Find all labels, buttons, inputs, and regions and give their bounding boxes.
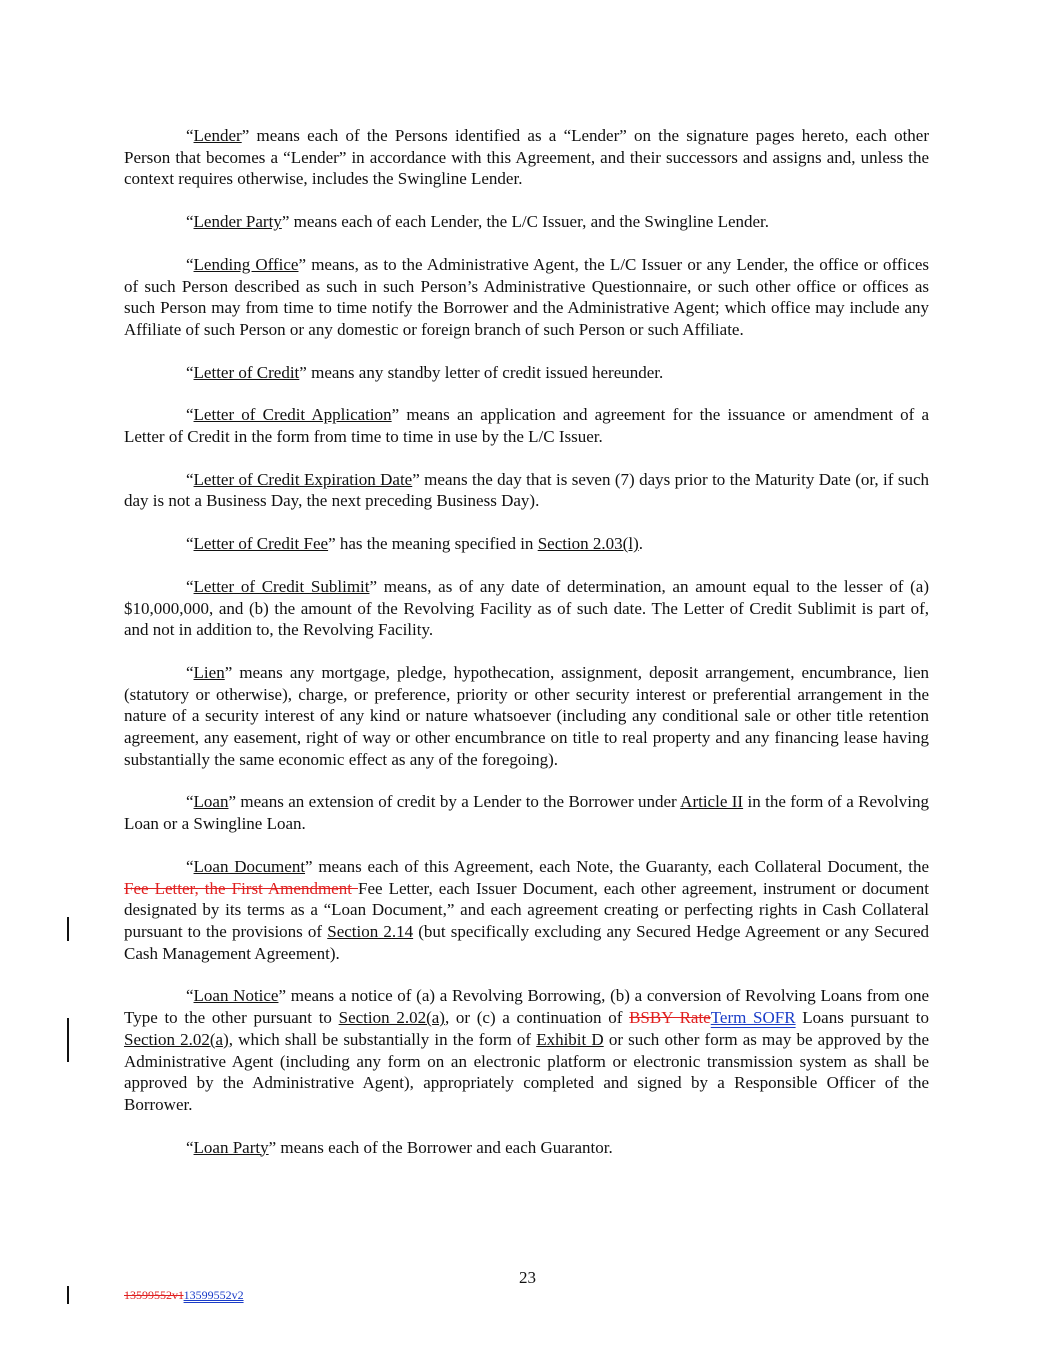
defined-term: Lending Office <box>193 254 299 274</box>
defined-term: Loan <box>193 792 229 812</box>
definition-lc-application: “Letter of Credit Application” means an application and agreement for the issuance or amendment of a Letter of Credit in the form from time to time in use by the L/C Issuer. <box>124 405 929 447</box>
defined-term: Lender Party <box>193 212 282 232</box>
deleted-text: BSBY Rate <box>629 1008 711 1028</box>
section-reference: Section 2.14 <box>327 921 414 941</box>
section-reference: Section 2.02(a) <box>124 1029 229 1049</box>
definition-loan-notice: “Loan Notice” means a notice of (a) a Revolving Borrowing, (b) a conversion of Revolving Loans from one Type to the other pursuant to Section 2.02(a), or (c) a continuation of BSBY RateTerm SOFR Loans pursuant to Section 2.02(a), which shall be substantially in the form of Exhibit D or such other form as may be approved by the Administrative Agent (including any form on an electronic platform or electronic transmission system as shall be approved by the Administrative Agent), appropriately completed and signed by a Responsible Officer of the Borrower. <box>124 986 930 1114</box>
definition-letter-of-credit: “Letter of Credit” means any standby letter of credit issued hereunder. <box>186 362 664 382</box>
defined-term: Lien <box>193 662 225 682</box>
definitions-section <box>124 125 929 1179</box>
document-id <box>124 1288 244 1303</box>
definition-lender: “Lender” means each of the Persons identified as a “Lender” on the signature pages hereto, each other Person that becomes a “Lender” in accordance with this Agreement, and their successors and assigns and, unless the context requires otherwise, includes the Swingline Lender. <box>124 126 929 189</box>
article-reference: Article II <box>680 792 744 812</box>
definition-lender-party: “Lender Party” means each of each Lender, the L/C Issuer, and the Swingline Lender. <box>186 212 770 232</box>
defined-term: Lender <box>193 126 242 145</box>
change-bar <box>67 917 69 941</box>
deleted-doc-id: 13599552v1 <box>124 1288 184 1302</box>
change-bar <box>67 1018 69 1062</box>
defined-term: Loan Document <box>193 856 306 876</box>
definition-loan-document: “Loan Document” means each of this Agreement, each Note, the Guaranty, each Collateral Document, the Fee Letter, the First Amendment Fee Letter, each Issuer Document, each other agreement, instrument or document designated by its terms as a “Loan Document,” and each agreement creating or perfecting rights in Cash Collateral pursuant to the provisions of Section 2.14 (but specifically excluding any Secured Hedge Agreement or any Secured Cash Management Agreement). <box>124 856 930 963</box>
definition-lc-sublimit: “Letter of Credit Sublimit” means, as of any date of determination, an amount equal to the lesser of (a) $10,000,000, and (b) the amount of the Revolving Facility as of such date. The Letter of Credit Sublimit is part of, and not in addition to, the Revolving Facility. <box>124 576 929 640</box>
defined-term: Letter of Credit Expiration Date <box>193 469 413 489</box>
change-bar <box>67 1286 69 1304</box>
inserted-text: Term SOFR <box>710 1008 796 1028</box>
definition-lien: “Lien” means any mortgage, pledge, hypothecation, assignment, deposit arrangement, encumbrance, lien (statutory or otherwise), charge, or preference, priority or other security interest or preferential arrangement in the nature of a security interest of any kind or nature whatsoever (including any conditional sale or other title retention agreement, any easement, right of way or other encumbrance on title to real property and any financing lease having substantially the same economic effect as any of the foregoing). <box>124 662 929 769</box>
definition-lc-expiration-date: “Letter of Credit Expiration Date” means the day that is seven (7) days prior to the Maturity Date (or, if such day is not a Business Day, the next preceding Business Day). <box>124 469 929 511</box>
section-reference: Section 2.02(a) <box>338 1008 445 1028</box>
definition-loan-party: “Loan Party” means each of the Borrower and each Guarantor. <box>186 1137 613 1157</box>
defined-term: Loan Notice <box>193 986 279 1006</box>
defined-term: Letter of Credit <box>193 362 300 382</box>
defined-term: Letter of Credit Fee <box>193 534 329 554</box>
defined-term: Loan Party <box>193 1137 269 1157</box>
inserted-doc-id: 13599552v2 <box>183 1288 244 1302</box>
exhibit-reference: Exhibit D <box>536 1029 604 1049</box>
page-number: 23 <box>519 1268 536 1287</box>
defined-term: Letter of Credit Application <box>193 405 392 425</box>
section-reference: Section 2.03(l) <box>537 534 639 554</box>
deleted-text: Fee Letter, the First Amendment <box>124 878 358 898</box>
defined-term: Letter of Credit Sublimit <box>193 576 370 596</box>
definition-loan: “Loan” means an extension of credit by a Lender to the Borrower under Article II in the form of a Revolving Loan or a Swingline Loan. <box>124 792 930 834</box>
definition-lc-fee: “Letter of Credit Fee” has the meaning specified in Section 2.03(l). <box>186 534 643 554</box>
definition-lending-office: “Lending Office” means, as to the Administrative Agent, the L/C Issuer or any Lender, the office or offices of such Person described as such in such Person’s Administrative Questionnaire, or such other office or offices as such Person may from time to time notify the Borrower and the Administrative Agent; which office may include any Affiliate of such Person or any domestic or foreign branch of such Person or such Affiliate. <box>124 254 929 339</box>
